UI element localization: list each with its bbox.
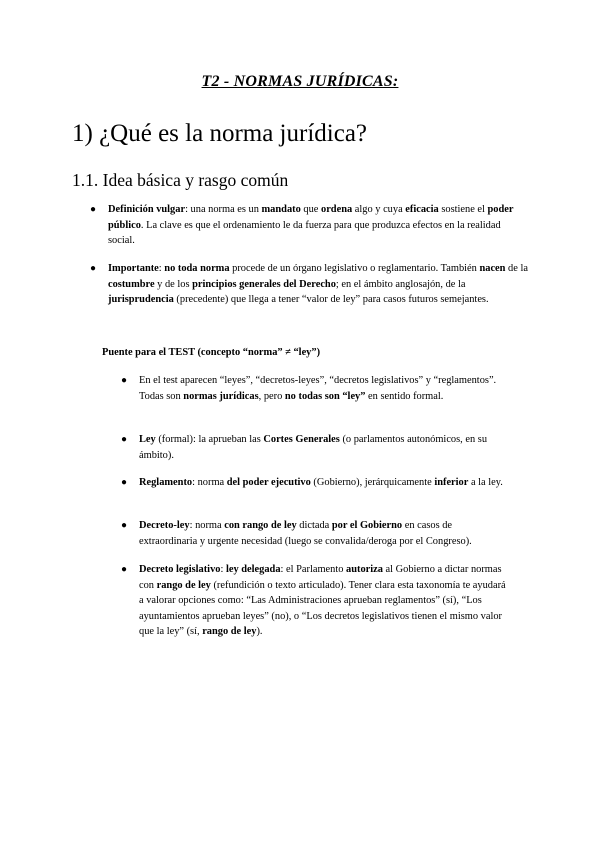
text-segment: y de los [154,278,193,290]
heading-1: 1) ¿Qué es la norma jurídica? [72,120,368,147]
bullet-definicion [90,202,528,249]
text-segment: en casos de extraordinaria y urgente necesidad (luego se convalida/deroga por el Congreso). [139,520,472,547]
text-segment: a la ley. [468,477,503,488]
bullet-icon: ● [121,520,128,531]
text-segment: (o parlamentos autonómicos, en su ámbito). [139,434,488,461]
bullet-icon: ● [121,477,128,488]
bullet-icon: ● [121,434,128,445]
bold-segment: Definición vulgar [108,204,186,215]
bold-segment: del poder ejecutivo [226,477,311,488]
text-segment: ). [256,626,263,638]
bullet-icon: ● [121,564,128,575]
text-segment: En el test aparecen “leyes”, “decretos-leyes”, “decretos legislativos” y “reglamentos”. Todas son [139,375,497,402]
bold-segment: Ley [139,434,156,445]
bold-segment: ley delegada [225,564,281,575]
text-segment: : el Parlamento [280,564,347,575]
text-segment: en sentido formal. [365,390,444,402]
text-segment: sostiene el [438,204,488,215]
bold-segment: rango de ley [202,626,257,638]
bullet-text [139,375,496,402]
bold-segment: principios generales del Derecho [192,278,336,290]
text-segment: al Gobierno a dictar normas con [139,564,502,591]
bold-segment: con rango de ley [224,520,297,531]
bold-segment: inferior [434,477,469,488]
bold-segment: autoriza [346,564,383,575]
test-bullet-reglamento [121,475,509,491]
bold-segment: normas jurídicas [183,390,259,402]
text-segment: (refundición o texto articulado). Tener clara esta taxonomía te ayudará a valorar opciones como: “Las Administraciones aprueban reglamentos” (sí), “Los ayuntamientos aprueban leyes” (no), o “Los decretos legislativos tienen el mismo valor que la ley” (sí, [139,579,506,638]
text-segment: , pero [258,390,285,402]
bullet-text [139,477,503,488]
bold-segment: costumbre [108,278,155,290]
test-bullet-ley [121,432,509,463]
bullet-text [139,434,487,461]
text-segment: ; en el ámbito anglosajón, de la [335,278,466,290]
text-segment: : norma [192,477,227,488]
text-segment: de la [505,263,528,274]
bold-segment: rango de ley [156,579,211,591]
text-segment: que [300,204,321,215]
bullet-icon: ● [121,375,128,386]
bullet-text [108,204,513,246]
text-segment: : norma [189,520,225,531]
bullet-icon: ● [90,263,97,274]
bold-segment: Reglamento [139,477,193,488]
test-bullet-normas [121,373,509,404]
heading-2: 1.1. Idea básica y rasgo común [72,170,289,190]
bold-segment: por el Gobierno [331,520,403,531]
text-segment: : [158,263,165,274]
bullet-text [139,564,506,637]
bold-segment: nacen [479,263,506,274]
text-segment: : [220,564,226,575]
bold-segment: poder público [108,204,514,231]
bold-segment: Importante [108,263,159,274]
bold-segment: Decreto-ley [139,520,190,531]
text-segment: (formal): la aprueban las [155,434,264,445]
bold-segment: no todas son “ley” [284,390,366,402]
text-segment: dictada [296,520,332,531]
test-bullet-decreto-legislativo [121,562,509,640]
bold-segment: mandato [261,204,301,215]
bold-segment: eficacia [405,204,439,215]
bold-segment: Cortes Generales [263,434,340,445]
bold-segment: Decreto legislativo [139,564,221,575]
text-segment: : una norma es un [185,204,262,215]
test-section-label: Puente para el TEST (concepto “norma” ≠ “ley”) [102,347,321,358]
test-bullet-decreto-ley [121,518,509,549]
text-segment: . La clave es que el ordenamiento le da fuerza para que produzca efectos en la realidad social. [108,219,501,247]
text-segment: (Gobierno), jerárquicamente [310,477,435,488]
document-title: T2 - NORMAS JURÍDICAS: [201,73,399,90]
bullet-importante [90,261,528,308]
bold-segment: ordena [321,204,353,215]
bold-segment: jurisprudencia [108,294,174,306]
text-segment: algo y cuya [352,204,406,215]
text-segment: (precedente) que llega a tener “valor de ley” para casos futuros semejantes. [173,294,489,306]
bold-segment: no toda norma [164,263,230,274]
bullet-text [139,520,472,547]
bullet-icon: ● [90,204,97,215]
text-segment: procede de un órgano legislativo o reglamentario. También [229,263,480,274]
bullet-text [108,263,528,305]
